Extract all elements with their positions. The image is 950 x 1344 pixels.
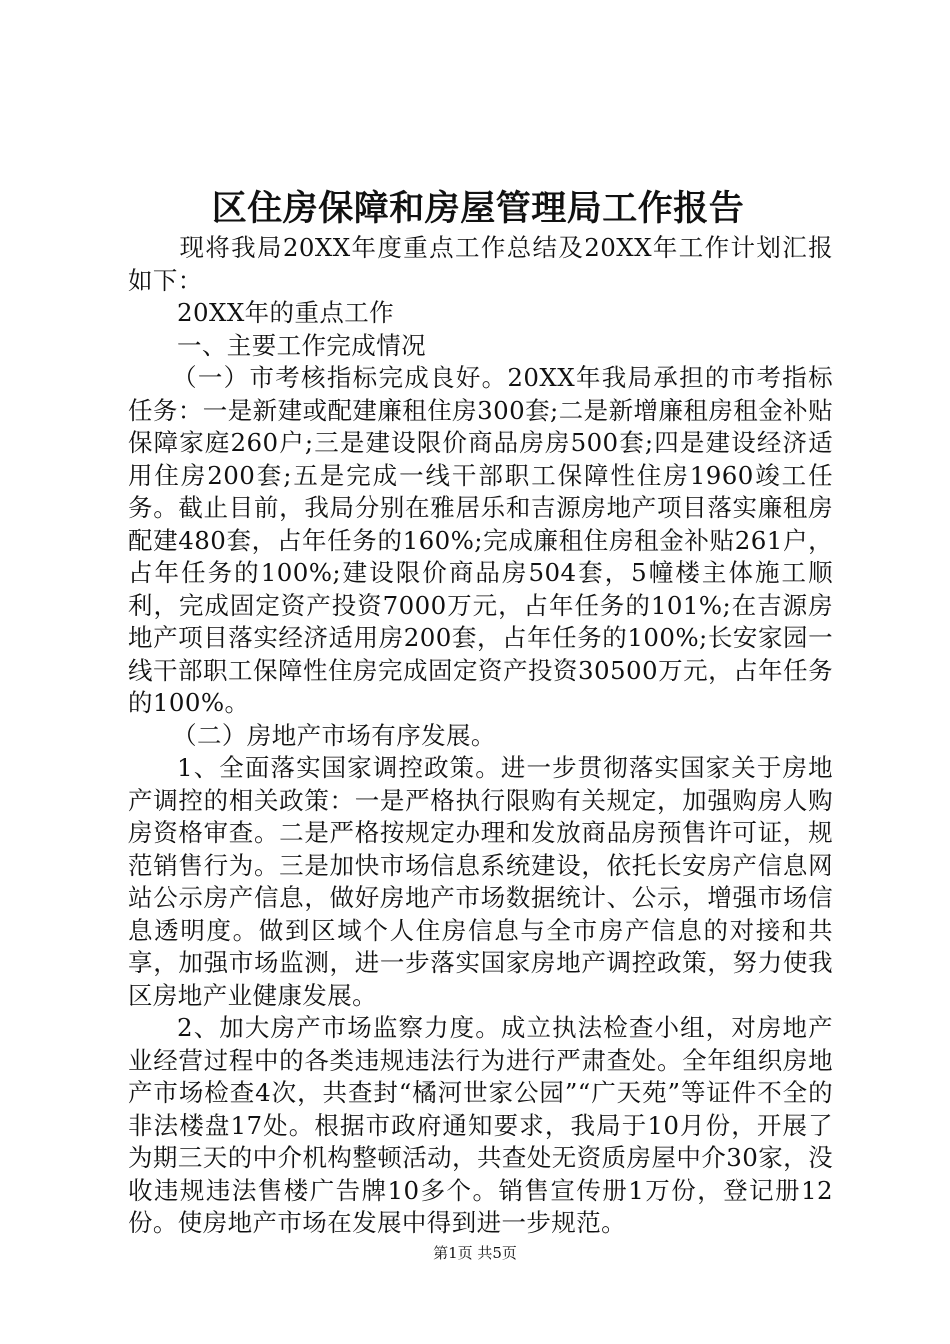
paragraph-regulation-policy: 1、全面落实国家调控政策。进一步贯彻落实国家关于房地产调控的相关政策：一是严格执行限购有关规定，加强购房人购房资格审查。二是严格按规定办理和发放商品房预售许可证，规范销售行为。三是加快市场信息系统建设，依托长安房产信息网站公示房产信息，做好房地产市场数据统计、公示，增强市场信息透明度。做到区域个人住房信息与全市房产信息的对接和共享，加强市场监测，进一步落实国家房地产调控政策，努力使我区房地产业健康发展。 (128, 753, 833, 1010)
paragraph-city-assessment: （一）市考核指标完成良好。20XX年我局承担的市考指标任务：一是新建或配建廉租住房300套;二是新增廉租房租金补贴保障家庭260户;三是建设限价商品房房500套;四是建设经济适用住房200套;五是完成一线干部职工保障性住房1960竣工任务。截止目前，我局分别在雅居乐和吉源房地产项目落实廉租房配建480套，占年任务的160%;完成廉租住房租金补贴261户，占年任务的100%;建设限价商品房504套，5幢楼主体施工顺利，完成固定资产投资7000万元，占年任务的101%;在吉源房地产项目落实经济适用房200套，占年任务的100%;长安家园一线干部职工保障性住房完成固定资产投资30500万元，占年任务的100%。 (128, 363, 833, 717)
page-number-footer: 第1页 共5页 (433, 1244, 517, 1262)
section-heading-key-work: 20XX年的重点工作 (177, 298, 395, 327)
section-heading-main-work: 一、主要工作完成情况 (177, 330, 426, 360)
paragraph-market-supervision: 2、加大房产市场监察力度。成立执法检查小组，对房地产业经营过程中的各类违规违法行为进行严肃查处。全年组织房地产市场检查4次，共查封“橘河世家公园”“广天苑”等证件不全的非法楼盘17处。根据市政府通知要求，我局于10月份，开展了为期三天的中介机构整顿活动，共查处无资质房屋中介30家，没收违规违法售楼广告牌10多个。销售宣传册1万份，登记册12份。使房地产市场在发展中得到进一步规范。 (128, 1013, 833, 1237)
document-title: 区住房保障和房屋管理局工作报告 (211, 189, 745, 229)
intro-paragraph: 现将我局20XX年度重点工作总结及20XX年工作计划汇报如下： (128, 233, 833, 295)
paragraph-market-development: （二）房地产市场有序发展。 (172, 720, 496, 750)
document-body (128, 232, 833, 1240)
